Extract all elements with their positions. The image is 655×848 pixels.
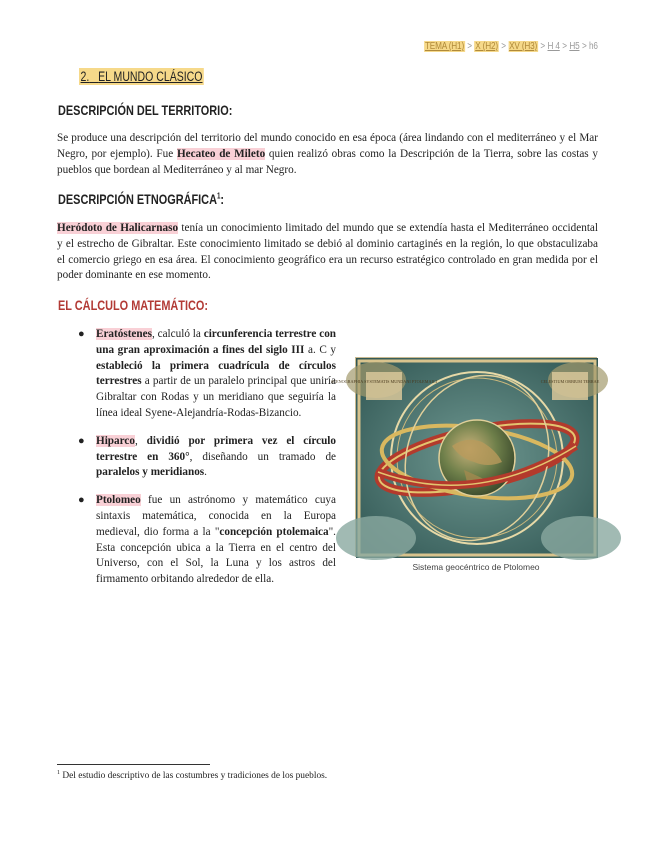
breadcrumb-item-x[interactable]: X (H2) xyxy=(475,41,499,52)
bullet-icon: ● xyxy=(78,328,85,340)
list-item: ● Hiparco, dividió por primera vez el círculo terrestre en 360°, diseñando un tramado de paralelos y meridianos. xyxy=(78,434,337,479)
highlight-name: Hiparco xyxy=(96,434,135,447)
breadcrumb-separator: > xyxy=(540,41,546,52)
breadcrumb-item-h4[interactable]: H 4 xyxy=(547,41,560,52)
section-title: EL MUNDO CLÁSICO xyxy=(98,69,203,84)
list-item: ● Ptolomeo fue un astrónomo y matemático cuya sintaxis matemática, conocida en la Europa medieval, dio forma a la "concepción ptolemaica". Esta concepción ubica a la Tierra en el centro del Universo, con el Sol, la Luna y los astros del firmamento orbitando alrededor de ella. xyxy=(78,494,336,586)
figure-label-left: SCENOGRAPHIA SYSTEMATIS MUNDANI PTOLEMAICI xyxy=(330,379,438,384)
math-heading: EL CÁLCULO MATEMÁTICO: xyxy=(58,297,209,313)
footnote-reference[interactable]: 1 xyxy=(216,191,221,201)
bullet-icon: ● xyxy=(78,494,85,507)
highlight-name: Eratóstenes xyxy=(96,328,152,340)
breadcrumb-separator: > xyxy=(501,41,507,52)
territory-paragraph: Se produce una descripción del territorio del mundo conocido en esa época (área lindando con el mediterráneo y el Mar Negro, por ejemplo). Fue Hecateo de Mileto quien realizó obras como la Descripción de la Tierra, sobre las costas y pueblos que bordean al Mediterráneo y al mar Negro. xyxy=(57,132,598,176)
figure-caption: Sistema geocéntrico de Ptolomeo xyxy=(412,562,540,572)
math-list xyxy=(78,327,336,600)
bullet-icon: ● xyxy=(78,434,85,447)
highlight-name: Ptolomeo xyxy=(96,494,141,507)
breadcrumb-separator: > xyxy=(582,41,587,52)
breadcrumb-item-h5[interactable]: H5 xyxy=(569,41,580,52)
highlight-herodoto: Heródoto de Halicarnaso xyxy=(57,222,179,234)
breadcrumb-item-tema[interactable]: TEMA (H1) xyxy=(425,41,465,52)
footnote-mark: 1 xyxy=(57,770,60,776)
breadcrumb xyxy=(424,41,598,52)
highlight-hecateo: Hecateo de Mileto xyxy=(176,147,266,160)
footnote xyxy=(57,770,327,781)
armillary-illustration xyxy=(330,358,600,558)
figure-label-right: CELESTIUM ORBIUM TERRAE xyxy=(540,379,600,384)
section-number: 2. xyxy=(80,69,90,84)
footnote-divider xyxy=(57,764,210,765)
footnote-text: Del estudio descriptivo de las costumbres y tradiciones de los pueblos. xyxy=(60,771,328,782)
section-heading xyxy=(79,68,239,85)
breadcrumb-separator: > xyxy=(467,41,473,52)
territory-heading: DESCRIPCIÓN DEL TERRITORIO: xyxy=(58,102,233,118)
list-item: ● Eratóstenes, calculó la circunferencia terrestre con una gran aproximación a fines del siglo III a. C y estableció la primera cuadrícula de círculos terrestres a partir de un paralelo principal que uniría Gibraltar con Rodas y un meridiano que seguiría la línea ideal Syene-Alejandría-Rodas-Bizancio. xyxy=(78,328,337,419)
breadcrumb-item-h6[interactable]: h6 xyxy=(589,41,598,52)
breadcrumb-item-xv[interactable]: XV (H3) xyxy=(509,41,538,52)
ethno-heading: DESCRIPCIÓN ETNOGRÁFICA$^1$: xyxy=(58,191,225,207)
breadcrumb-separator: > xyxy=(562,41,568,52)
ptolemaic-system-image xyxy=(330,357,600,557)
ethno-paragraph: Heródoto de Halicarnaso tenía un conocimiento limitado del mundo que se extendía hasta el Mediterráneo occidental y el estrecho de Gibraltar. Este conocimiento limitado se debió al dominio cartaginés en la región, lo que obstaculizaba el comercio griego en esa área. El conocimiento geográfico era un recurso estratégico controlado en gran medida por el poder dominante en ese momento. xyxy=(57,222,598,282)
